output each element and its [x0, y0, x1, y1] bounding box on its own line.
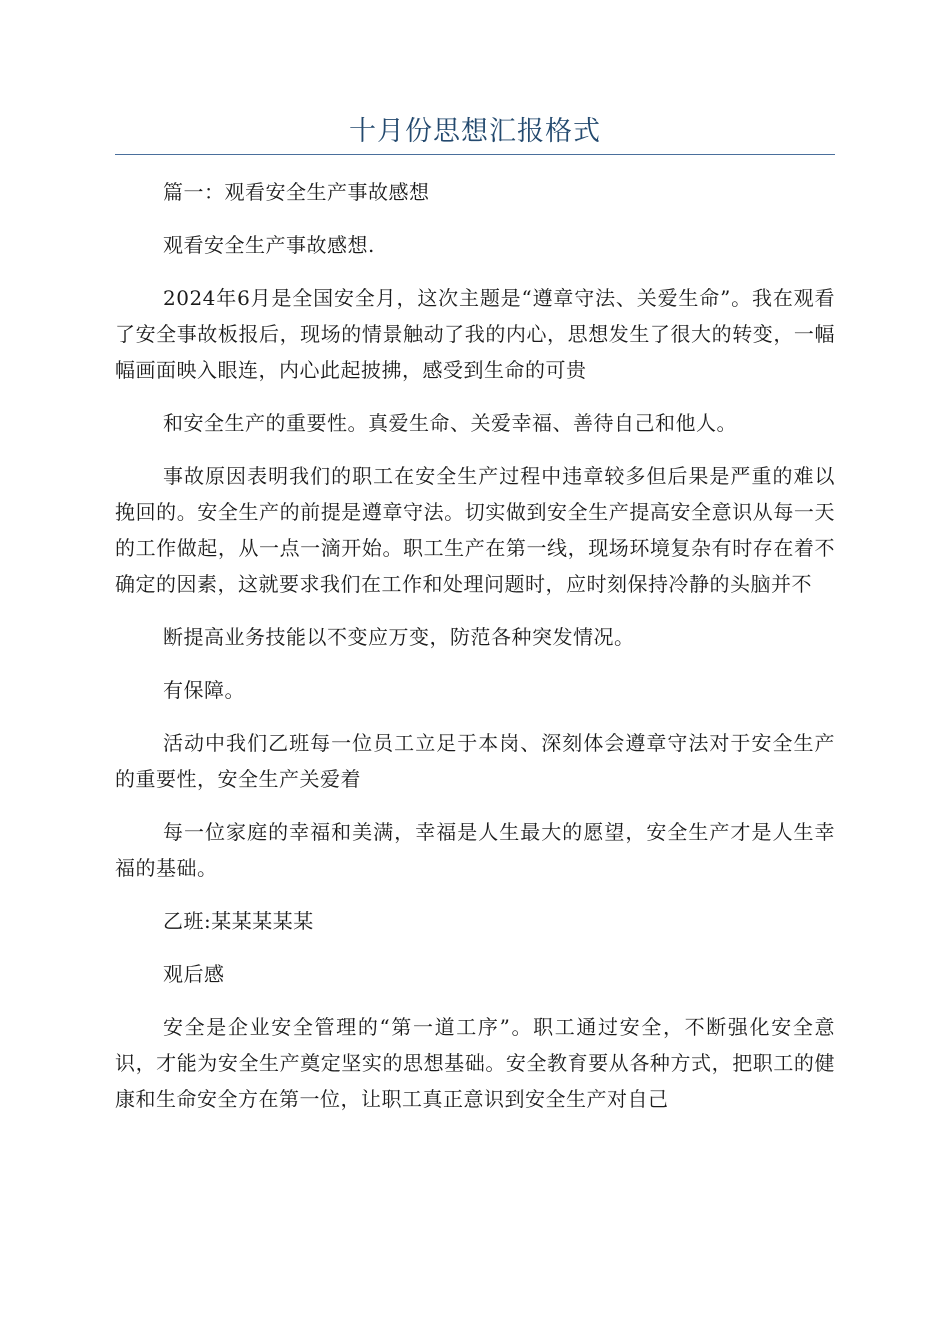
paragraph: 每一位家庭的幸福和美满，幸福是人生最大的愿望，安全生产才是人生幸福的基础。: [115, 820, 835, 880]
paragraph: 事故原因表明我们的职工在安全生产过程中违章较多但后果是严重的难以挽回的。安全生产的前提是遵章守法。切实做到安全生产提高安全意识从每一天的工作做起，从一点一滴开始。职工生产在第一线，现场环境复杂有时存在着不确定的因素，这就要求我们在工作和处理问题时，应时刻保持冷静的头脑并不: [115, 464, 835, 596]
paragraph-subtitle: 观看安全生产事故感想.: [163, 233, 375, 257]
paragraph: 2024年6月是全国安全月，这次主题是“遵章守法、关爱生命”。我在观看了安全事故板报后，现场的情景触动了我的内心，思想发生了很大的转变，一幅幅画面映入眼连，内心此起披拂，感受到生命的可贵: [115, 286, 835, 382]
title-underline: [115, 154, 835, 155]
paragraph: 断提高业务技能以不变应万变，防范各种突发情况。: [163, 625, 635, 649]
paragraph: 和安全生产的重要性。真爱生命、关爱幸福、善待自己和他人。: [163, 411, 737, 435]
paragraph: 有保障。: [163, 678, 245, 702]
paragraph-signature: 乙班:某某某某某: [163, 909, 314, 933]
paragraph-heading: 观后感: [163, 962, 225, 986]
document-body: [115, 174, 835, 1134]
paragraph-section-heading: 篇一：观看安全生产事故感想: [163, 180, 430, 204]
paragraph: 安全是企业安全管理的“第一道工序”。职工通过安全，不断强化安全意识，才能为安全生产奠定坚实的思想基础。安全教育要从各种方式，把职工的健康和生命安全方在第一位，让职工真正意识到安全生产对自己: [115, 1015, 835, 1111]
paragraph: 活动中我们乙班每一位员工立足于本岗、深刻体会遵章守法对于安全生产的重要性，安全生产关爱着: [115, 731, 835, 791]
document-title: 十月份思想汇报格式: [349, 116, 601, 147]
